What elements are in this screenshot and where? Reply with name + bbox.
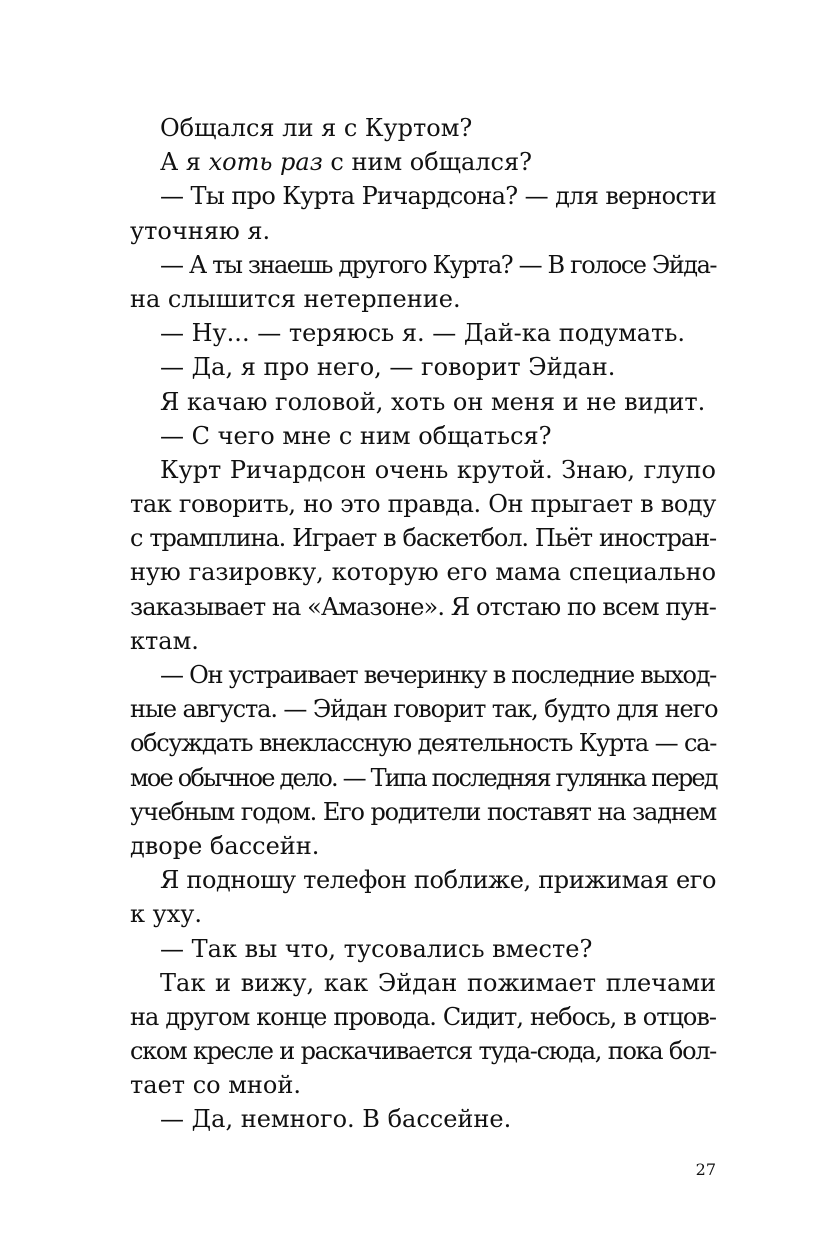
text-line: уточняю я. [130, 216, 271, 245]
text-line: Так и вижу, как Эйдан пожимает плечами [160, 968, 716, 997]
text-line: — Ну... — теряюсь я. — Дай-ка подумать. [160, 319, 686, 348]
text-segment: А я [160, 148, 209, 177]
text-line: на слышится нетерпение. [130, 284, 461, 313]
page-number: 27 [695, 1160, 716, 1179]
text-line: — Ты про Курта Ричардсона? — для верности [160, 182, 716, 211]
text-line: — Так вы что, тусовались вместе? [160, 934, 593, 963]
text-line: заказывает на «Амазоне». Я отстаю по всем пун- [130, 592, 716, 621]
body-text [130, 111, 716, 1137]
text-line: — Да, немного. В бассейне. [160, 1105, 512, 1134]
text-line: мое обычное дело. — Типа последняя гулянка перед [130, 763, 717, 792]
text-line: Я подношу телефон поближе, прижимая его [160, 866, 716, 895]
text-line: — А ты знаешь другого Курта? — В голосе Эйда- [160, 250, 716, 279]
text-line: — Он устраивает вечеринку в последние выход- [160, 661, 716, 689]
text-line: тает со мной. [130, 1071, 301, 1100]
text-line: так говорить, но это правда. Он прыгает в воду [130, 490, 716, 519]
text-line [130, 145, 716, 179]
text-line: с трамплина. Играет в баскетбол. Пьёт иностран- [130, 524, 716, 553]
text-line: ском кресле и раскачивается туда-сюда, пока бол- [130, 1037, 716, 1066]
text-line: Общался ли я с Куртом? [160, 114, 473, 142]
text-line: Курт Ричардсон очень крутой. Знаю, глупо [160, 455, 716, 484]
text-segment: с ним общался? [322, 148, 532, 177]
text-line: ные августа. — Эйдан говорит так, будто для него [130, 695, 718, 724]
text-line: к уху. [130, 900, 203, 929]
text-line: на другом конце провода. Сидит, небось, в отцов- [130, 1002, 716, 1031]
text-line: ктам. [130, 626, 199, 655]
text-line: дворе бассейн. [130, 831, 320, 860]
text-line: Я качаю головой, хоть он меня и не видит. [160, 387, 706, 416]
text-line: ную газировку, которую его мама специально [130, 558, 716, 587]
text-line: учебным годом. Его родители поставят на заднем [130, 797, 716, 826]
italic-emphasis: хоть раз [208, 148, 323, 177]
text-line: — С чего мне с ним общаться? [160, 421, 552, 450]
text-line: — Да, я про него, — говорит Эйдан. [160, 353, 616, 382]
text-line: обсуждать внеклассную деятельность Курта — са- [130, 729, 716, 758]
